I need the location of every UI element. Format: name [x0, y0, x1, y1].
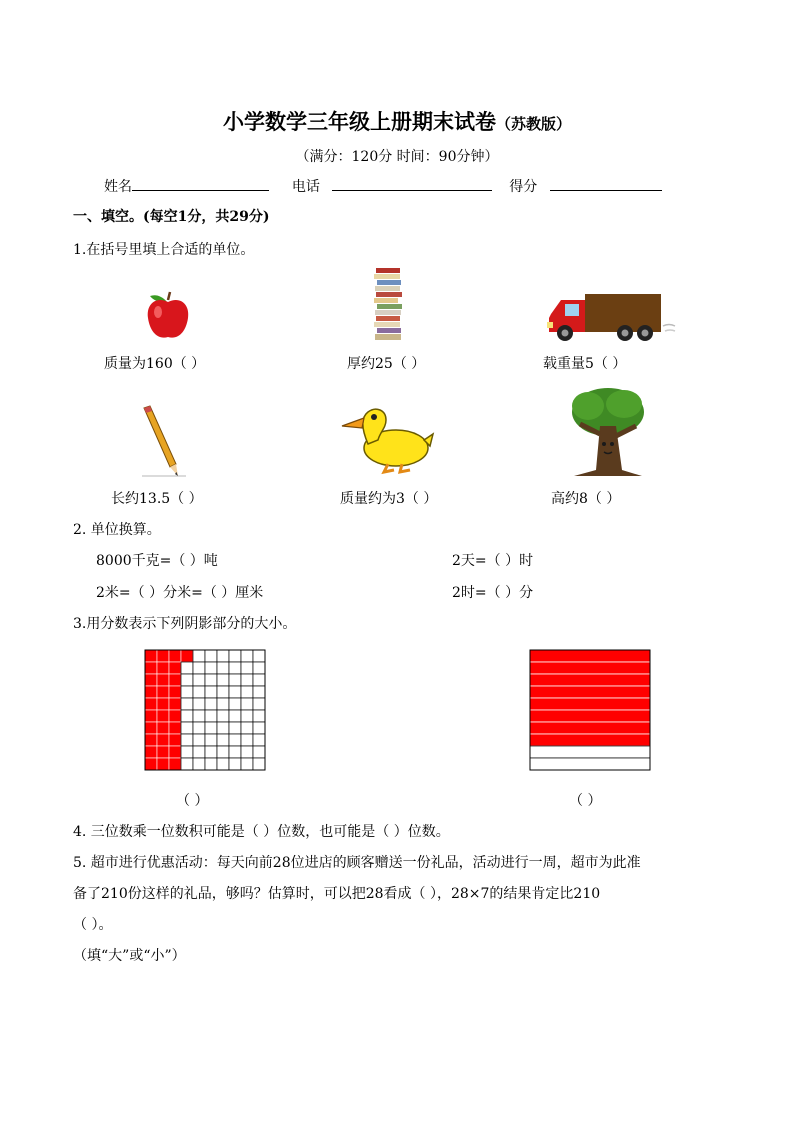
title-edition: （苏教版）	[495, 115, 571, 133]
strip-shaded	[530, 698, 650, 710]
grid-cell	[205, 650, 217, 662]
grid-cell	[241, 662, 253, 674]
strip-shaded	[530, 722, 650, 734]
grid-cell-shaded	[157, 650, 169, 662]
q2-item: 2时=（ ）分	[452, 585, 534, 601]
grid-cell	[205, 758, 217, 770]
grid-cell	[193, 722, 205, 734]
q1-item-label: 质量约为3（ ）	[340, 491, 438, 507]
q2-item: 8000千克=（ ）吨	[96, 553, 218, 569]
grid-cell-shaded	[145, 662, 157, 674]
grid-cell	[205, 674, 217, 686]
grid-cell	[193, 758, 205, 770]
grid-cell-shaded	[145, 698, 157, 710]
grid-cell	[205, 746, 217, 758]
section-heading: 一、填空。(每空1分，共29分)	[73, 209, 270, 225]
q1-item-label: 高约8（ ）	[551, 491, 621, 507]
grid-cell	[229, 734, 241, 746]
score-label: 得分	[509, 179, 538, 195]
q2-item: 2米=（ ）分米=（ ）厘米	[96, 585, 264, 601]
grid-cell	[217, 662, 229, 674]
grid-cell	[241, 686, 253, 698]
q4-text: 4. 三位数乘一位数积可能是（ ）位数，也可能是（ ）位数。	[73, 824, 450, 840]
grid-cell-shaded	[169, 722, 181, 734]
score-field[interactable]	[550, 176, 662, 191]
grid-cell-shaded	[169, 686, 181, 698]
strip	[530, 758, 650, 770]
truck-icon	[545, 292, 679, 342]
grid-cell	[205, 686, 217, 698]
grid-cell	[193, 698, 205, 710]
pencil-icon	[140, 406, 188, 478]
grid-cell	[217, 710, 229, 722]
grid-cell	[217, 758, 229, 770]
q1-prompt: 1.在括号里填上合适的单位。	[73, 242, 255, 258]
grid-cell-shaded	[157, 662, 169, 674]
grid-cell	[253, 674, 265, 686]
grid-cell-shaded	[157, 758, 169, 770]
grid-cell	[181, 722, 193, 734]
grid-cell-shaded	[169, 674, 181, 686]
grid-cell-shaded	[145, 746, 157, 758]
grid-cell	[217, 650, 229, 662]
q5-line: 备了210份这样的礼品，够吗？估算时，可以把28看成（ ），28×7的结果肯定比210	[73, 886, 601, 902]
grid-cell-shaded	[157, 722, 169, 734]
grid-cell-shaded	[157, 674, 169, 686]
grid-cell	[205, 722, 217, 734]
q3-answer-right[interactable]: （ ）	[569, 793, 602, 809]
grid-cell	[241, 746, 253, 758]
q1-item-label: 长约13.5（ ）	[111, 491, 203, 507]
q1-item-label: 质量为160（ ）	[104, 356, 206, 372]
strip-shaded	[530, 734, 650, 746]
grid-cell-shaded	[157, 686, 169, 698]
apple-icon	[142, 290, 194, 342]
grid-cell	[229, 662, 241, 674]
grid-cell-shaded	[145, 722, 157, 734]
student-info-row	[104, 176, 662, 196]
grid-cell-shaded	[145, 758, 157, 770]
grid-cell	[241, 734, 253, 746]
q5-hint: （填“大”或“小”）	[73, 948, 186, 964]
grid-cell	[181, 686, 193, 698]
name-field[interactable]	[132, 176, 269, 191]
grid-cell-shaded	[157, 698, 169, 710]
exam-meta: （满分：120分 时间：90分钟）	[295, 149, 499, 165]
grid-cell-shaded	[145, 686, 157, 698]
grid-cell	[241, 758, 253, 770]
grid-cell	[193, 710, 205, 722]
grid-cell	[229, 650, 241, 662]
grid-cell	[193, 662, 205, 674]
grid-cell	[229, 746, 241, 758]
grid-cell	[229, 710, 241, 722]
strip-shaded	[530, 674, 650, 686]
grid-cell-shaded	[181, 650, 193, 662]
grid-cell	[241, 674, 253, 686]
grid-cell	[241, 650, 253, 662]
grid-cell	[205, 662, 217, 674]
page-title	[0, 106, 794, 136]
grid-cell	[229, 686, 241, 698]
grid-cell	[205, 734, 217, 746]
grid-cell	[229, 674, 241, 686]
grid-cell-shaded	[145, 650, 157, 662]
grid-cell	[229, 758, 241, 770]
grid-cell	[241, 698, 253, 710]
grid-cell-shaded	[169, 710, 181, 722]
strip-shaded	[530, 710, 650, 722]
grid-cell	[193, 746, 205, 758]
grid-cell-shaded	[169, 698, 181, 710]
grid-cell	[205, 710, 217, 722]
q5-line: 5. 超市进行优惠活动：每天向前28位进店的顾客赠送一份礼品，活动进行一周，超市为此准	[73, 855, 641, 871]
grid-cell	[181, 674, 193, 686]
grid-cell	[253, 650, 265, 662]
grid-cell	[253, 734, 265, 746]
grid-cell	[229, 698, 241, 710]
grid-cell-shaded	[157, 710, 169, 722]
grid-cell	[193, 734, 205, 746]
grid-cell	[181, 710, 193, 722]
grid-cell	[181, 662, 193, 674]
grid-cell	[181, 746, 193, 758]
grid-cell-shaded	[169, 662, 181, 674]
q1-item-label: 厚约25（ ）	[347, 356, 426, 372]
grid-cell	[217, 734, 229, 746]
grid-cell	[253, 722, 265, 734]
grid-cell	[229, 722, 241, 734]
grid-cell	[241, 710, 253, 722]
grid-cell-shaded	[145, 734, 157, 746]
hundred-grid	[145, 650, 265, 770]
q5-line: （ ）。	[73, 917, 113, 933]
grid-cell-shaded	[169, 734, 181, 746]
grid-cell	[253, 758, 265, 770]
q2-prompt: 2. 单位换算。	[73, 522, 161, 538]
grid-cell-shaded	[157, 734, 169, 746]
grid-cell	[253, 710, 265, 722]
q1-item-label: 载重量5（ ）	[543, 356, 627, 372]
grid-cell	[193, 650, 205, 662]
strip-shaded	[530, 650, 650, 662]
grid-cell-shaded	[169, 746, 181, 758]
grid-cell	[181, 734, 193, 746]
q3-prompt: 3.用分数表示下列阴影部分的大小。	[73, 616, 297, 632]
grid-cell	[253, 746, 265, 758]
grid-cell-shaded	[169, 758, 181, 770]
name-label: 姓名	[104, 179, 132, 195]
grid-cell	[217, 674, 229, 686]
grid-cell	[217, 746, 229, 758]
grid-cell	[193, 674, 205, 686]
grid-cell	[217, 722, 229, 734]
q3-answer-left[interactable]: （ ）	[176, 793, 209, 809]
grid-cell	[253, 698, 265, 710]
grid-cell-shaded	[145, 674, 157, 686]
grid-cell	[181, 698, 193, 710]
grid-cell	[217, 698, 229, 710]
q2-item: 2天=（ ）时	[452, 553, 534, 569]
strip-shaded	[530, 662, 650, 674]
strip-shaded	[530, 686, 650, 698]
title-text: 小学数学三年级上册期末试卷	[222, 109, 496, 134]
tree-icon	[568, 386, 648, 478]
strip	[530, 746, 650, 758]
grid-cell	[241, 722, 253, 734]
grid-cell	[193, 686, 205, 698]
grid-cell-shaded	[157, 746, 169, 758]
phone-field[interactable]	[332, 176, 492, 191]
grid-cell	[253, 662, 265, 674]
phone-label: 电话	[291, 179, 320, 195]
strip-grid	[530, 650, 650, 770]
duck-icon	[338, 404, 434, 474]
grid-cell	[181, 758, 193, 770]
grid-cell-shaded	[169, 650, 181, 662]
grid-cell	[253, 686, 265, 698]
grid-cell	[205, 698, 217, 710]
books-stack-icon	[372, 268, 406, 342]
grid-cell	[217, 686, 229, 698]
grid-cell-shaded	[145, 710, 157, 722]
